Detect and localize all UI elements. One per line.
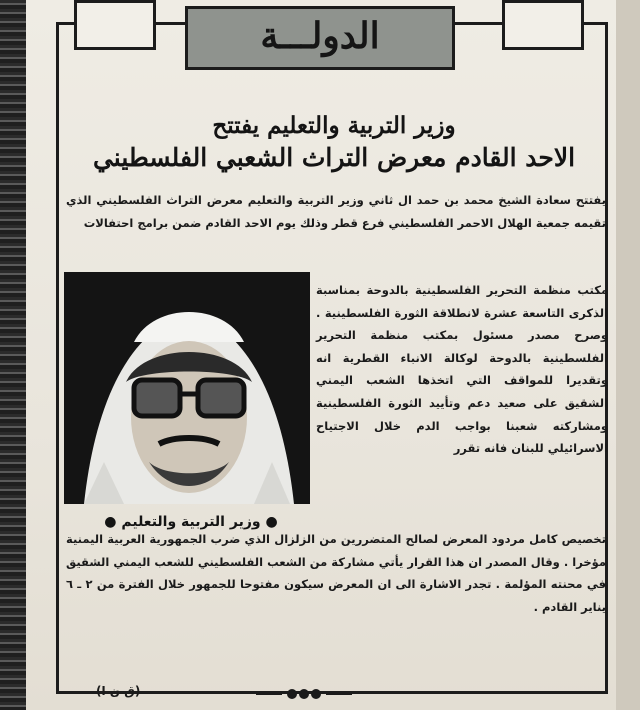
article-paragraph-intro: يفتتح سعادة الشيخ محمد بن حمد ال ثاني وزير التربية والتعليم معرض التراث الفلسطيني الذي تقيمه جمعية الهلال الاحمر الفلسطيني فرع قطر وذلك يوم الاحد القادم ضمن برامج احتفالات xyxy=(66,193,606,230)
end-of-article-divider xyxy=(256,688,352,700)
headline-line-1: وزير التربية والتعليم يفتتح xyxy=(212,112,456,139)
section-title: الدولـــة xyxy=(260,15,380,57)
header-frame-box-left xyxy=(74,0,156,50)
page-right-edge xyxy=(616,0,640,710)
minister-photo xyxy=(64,272,310,504)
page-binding-edge xyxy=(0,0,26,710)
article-paragraph-column: مكتب منظمة التحرير الفلسطينية بالدوحة بمناسبة الذكرى التاسعة عشرة لانطلاقة الثورة الفلسطينية . وصرح مصدر مسئول بمكتب منظمة التحرير الفلسطينية بالدوحة لوكالة الانباء القطرية انه وتقديرا للمواقف التي اتخذها الشعب اليمني الشقيق على صعيد دعم وتأييد الثورة الفلسطينية ومشاركته شعبنا بواجب الدم خلال الاجتياح الاسرائيلي للبنان فانه تقرر xyxy=(316,283,608,456)
headline-line-2: الاحد القادم معرض التراث الشعبي الفلسطيني xyxy=(92,143,576,172)
agency-signature: (ق ن ا) xyxy=(96,684,141,698)
portrait-illustration xyxy=(64,272,310,504)
section-header xyxy=(185,6,455,70)
photo-caption: ● وزير التربية والتعليم ● xyxy=(104,514,278,530)
header-frame-box-right xyxy=(502,0,584,50)
article-paragraph-full-width: تخصيص كامل مردود المعرض لصالح المتضررين من الزلزال الذي ضرب الجمهورية العربية اليمنية مؤخرا . وقال المصدر ان هذا القرار يأتي مشاركة من الشعب الفلسطيني للشعب اليمني الشقيق في محنته المؤلمة . تجدر الاشارة الى ان المعرض سيكون مفتوحا للجمهور خلال الفترة من ٢ ـ ٦ يناير القادم . xyxy=(66,532,606,614)
